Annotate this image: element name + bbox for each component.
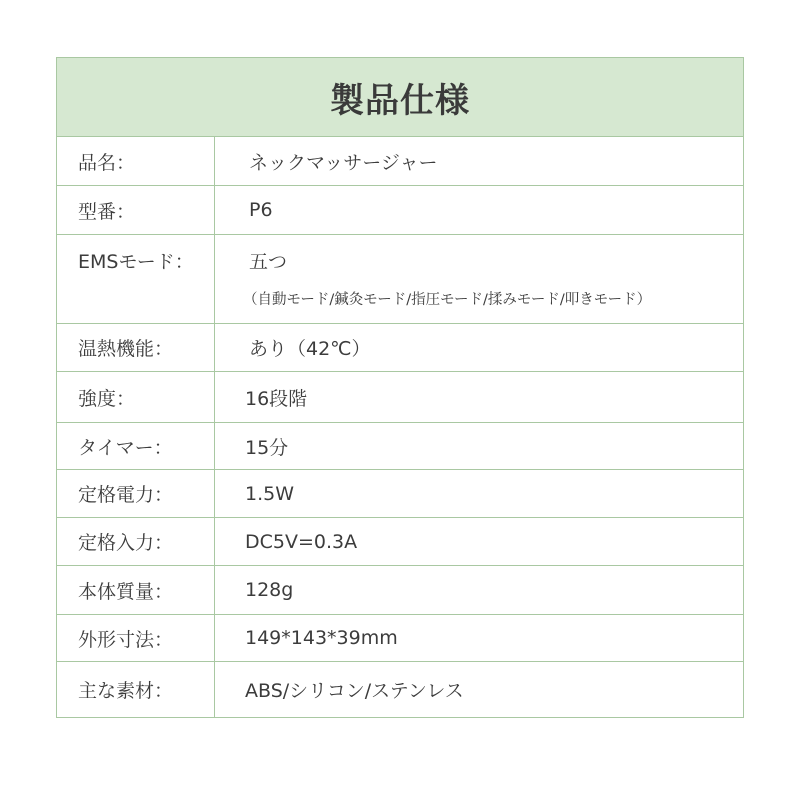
spec-label: 品名： — [57, 137, 215, 185]
spec-row-heating — [57, 324, 743, 372]
spec-title: 製品仕様 — [330, 80, 470, 121]
spec-label: 本体質量： — [57, 566, 215, 614]
spec-label: 温熱機能： — [57, 324, 215, 371]
spec-table — [56, 57, 744, 718]
spec-row-ems-mode — [57, 235, 743, 324]
spec-header — [57, 58, 743, 137]
spec-row-rated-power — [57, 470, 743, 518]
spec-label: 型番： — [57, 186, 215, 234]
spec-row-timer — [57, 423, 743, 470]
spec-row-materials — [57, 662, 743, 717]
spec-value: DC5V=0.3A — [245, 530, 358, 553]
spec-label: 定格入力： — [57, 518, 215, 565]
spec-value: 1.5W — [245, 482, 295, 505]
spec-value: ネックマッサージャー — [249, 151, 438, 174]
spec-row-product-name — [57, 137, 743, 186]
spec-value: あり（42℃） — [249, 338, 371, 360]
spec-value: P6 — [249, 199, 273, 221]
spec-row-intensity — [57, 372, 743, 423]
spec-value — [215, 235, 743, 323]
spec-label: 外形寸法： — [57, 615, 215, 661]
spec-row-model — [57, 186, 743, 235]
spec-row-dimensions — [57, 615, 743, 662]
spec-label: 強度： — [57, 372, 215, 422]
spec-row-weight — [57, 566, 743, 615]
ems-mode-count: 五つ — [249, 251, 288, 273]
spec-value: 128g — [245, 579, 294, 601]
spec-label: タイマー： — [57, 423, 215, 469]
spec-label: 定格電力： — [57, 470, 215, 517]
spec-row-rated-input — [57, 518, 743, 566]
spec-value: 16段階 — [245, 387, 308, 410]
spec-label: EMSモード： — [57, 235, 215, 323]
spec-value: 149*143*39mm — [245, 627, 398, 649]
spec-label: 主な素材： — [57, 662, 215, 717]
spec-value: 15分 — [245, 436, 289, 459]
spec-value: ABS/シリコン/ステンレス — [245, 680, 464, 702]
ems-mode-list: （自動モード/鍼灸モード/指圧モード/揉みモード/叩きモード） — [243, 292, 652, 308]
